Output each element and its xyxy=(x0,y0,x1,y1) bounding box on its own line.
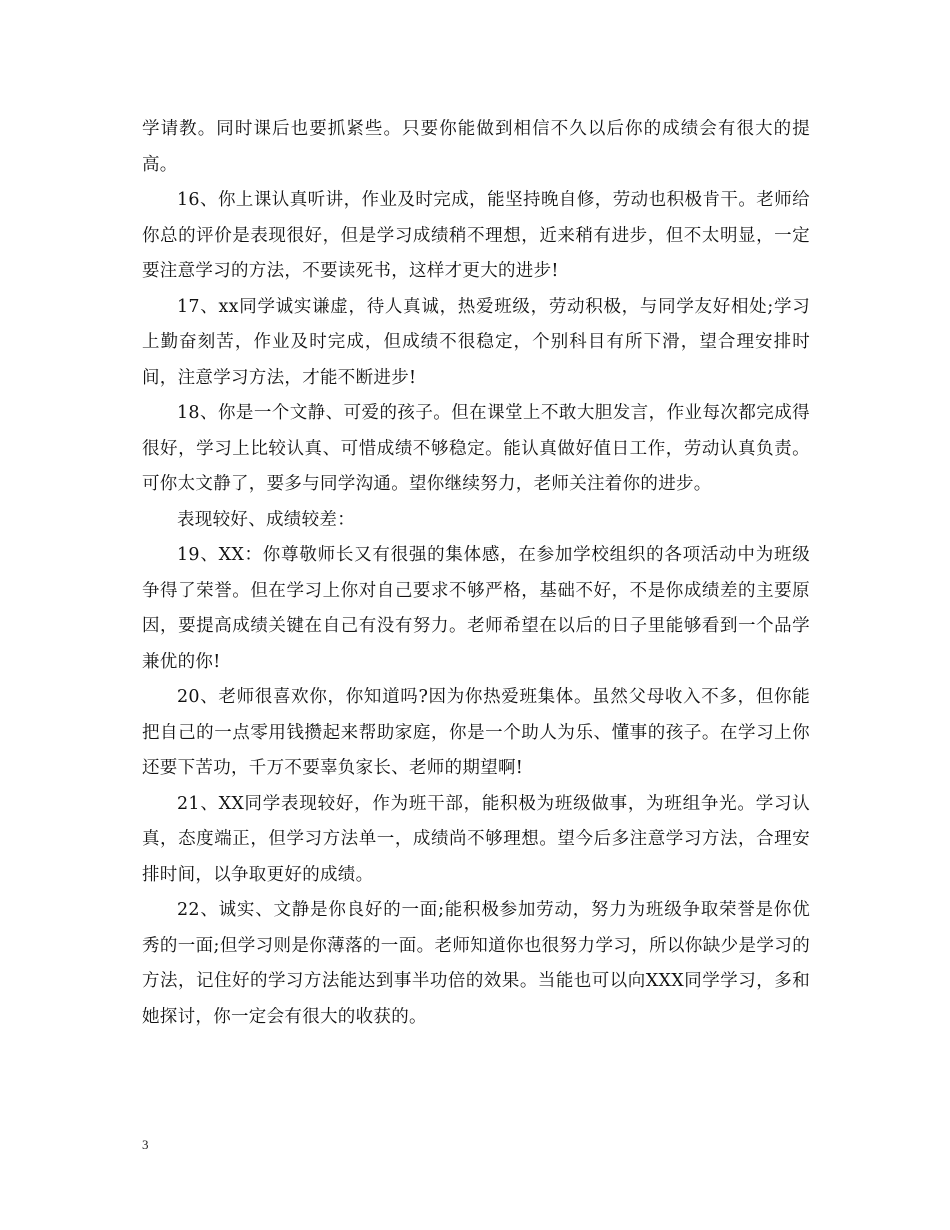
body-text xyxy=(142,112,810,1035)
paragraph: 17、xx同学诚实谦虚，待人真诚，热爱班级，劳动积极，与同学友好相处;学习上勤奋刻苦，作业及时完成，但成绩不很稳定，个别科目有所下滑，望合理安排时间，注意学习方法，才能不断进步! xyxy=(142,296,810,388)
page-number: 3 xyxy=(142,1137,149,1152)
section-heading: 表现较好、成绩较差： xyxy=(177,509,355,530)
paragraph: 21、XX同学表现较好，作为班干部，能积极为班级做事，为班组争光。学习认真，态度端正，但学习方法单一，成绩尚不够理想。望今后多注意学习方法，合理安排时间，以争取更好的成绩。 xyxy=(142,793,810,885)
paragraph: 22、诚实、文静是你良好的一面;能积极参加劳动，努力为班级争取荣誉是你优秀的一面;但学习则是你薄落的一面。老师知道你也很努力学习，所以你缺少是学习的方法，记住好的学习方法能达到事半功倍的效果。当能也可以向XXX同学学习，多和她探讨，你一定会有很大的收获的。 xyxy=(142,900,810,1027)
paragraph: 20、老师很喜欢你，你知道吗?因为你热爱班集体。虽然父母收入不多，但你能把自己的一点零用钱攒起来帮助家庭，你是一个助人为乐、懂事的孩子。在学习上你还要下苦功，千万不要辜负家长、老师的期望啊! xyxy=(142,687,810,778)
paragraph: 19、XX：你尊敬师长又有很强的集体感，在参加学校组织的各项活动中为班级争得了荣誉。但在学习上你对自己要求不够严格，基础不好，不是你成绩差的主要原因，要提高成绩关键在自己有没有努力。老师希望在以后的日子里能够看到一个品学兼优的你! xyxy=(142,545,810,672)
paragraph: 学请教。同时课后也要抓紧些。只要你能做到相信不久以后你的成绩会有很大的提高。 xyxy=(142,119,810,175)
paragraph: 18、你是一个文静、可爱的孩子。但在课堂上不敢大胆发言，作业每次都完成得很好，学习上比较认真、可惜成绩不够稳定。能认真做好值日工作，劳动认真负责。可你太文静了，要多与同学沟通。望你继续努力，老师关注着你的进步。 xyxy=(142,403,810,494)
paragraph: 16、你上课认真听讲，作业及时完成，能坚持晚自修，劳动也积极肯干。老师给你总的评价是表现很好，但是学习成绩稍不理想，近来稍有进步，但不太明显，一定要注意学习的方法，不要读死书，这样才更大的进步! xyxy=(142,190,810,281)
